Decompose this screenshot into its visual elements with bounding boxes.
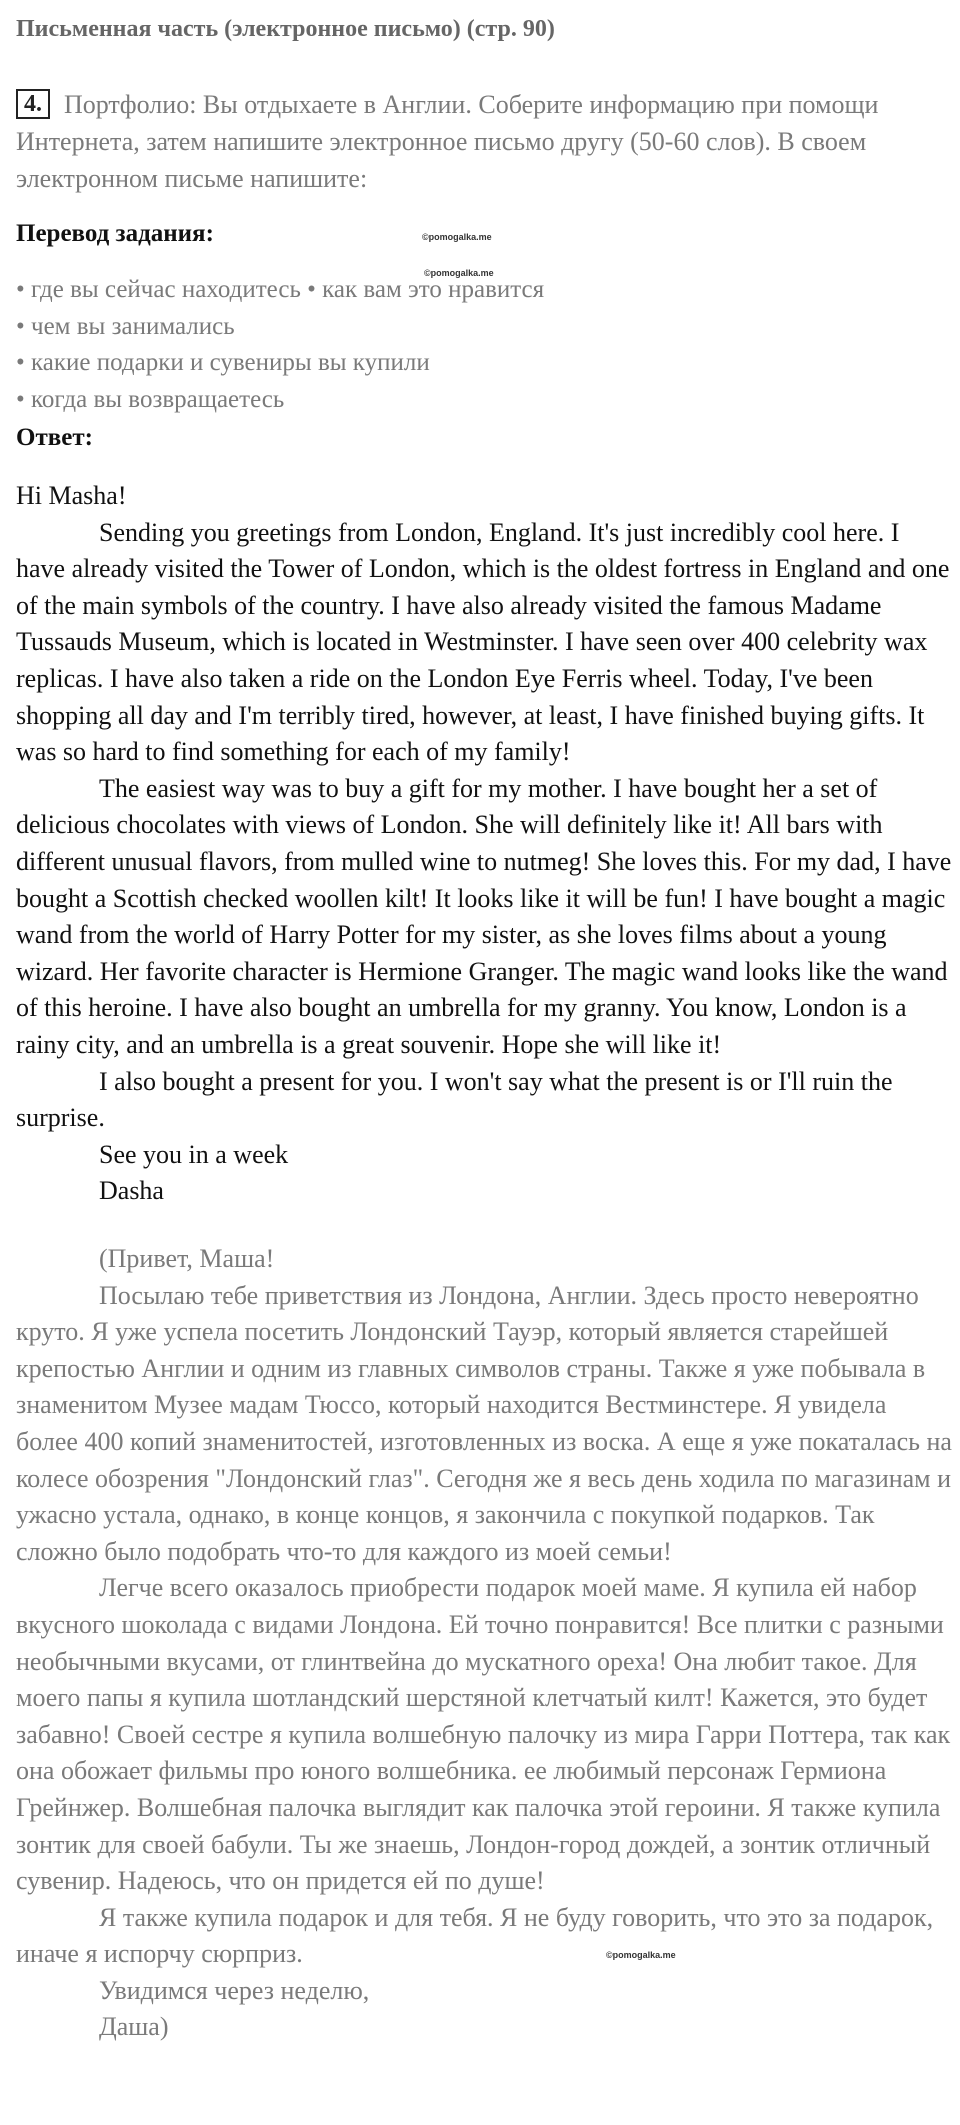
letter-paragraph: Sending you greetings from London, England. It's just incredibly cool here. I have already visited the Tower of London, which is the oldest fortress in England and one of the main symbols of the country. I have also already visited the famous Madame Tussauds Museum, which is located in Westminster. I have seen over 400 celebrity wax replicas. I have also taken a ride on the London Eye Ferris wheel. Today, I've been shopping all day and I'm terribly tired, however, at least, I have finished buying gifts. It was so hard to find something for each of my family! <box>16 517 950 767</box>
letter-paragraph: I also bought a present for you. I won't say what the present is or I'll ruin the surprise. <box>16 1066 893 1133</box>
bullet-item: • какие подарки и сувениры вы купили <box>16 349 430 376</box>
watermark: ©pomogalka.me <box>606 1950 676 1960</box>
letter-signature: Dasha <box>99 1176 164 1206</box>
russian-translation <box>16 1241 952 2046</box>
translation-label: Перевод задания: <box>16 220 214 247</box>
task-bullets <box>16 272 544 418</box>
watermark: ©pomogalka.me <box>424 268 494 278</box>
task-block <box>16 86 946 197</box>
bullet-item: • когда вы возвращаетесь <box>16 385 285 413</box>
bullet-item: • чем вы занимались <box>16 312 235 340</box>
translation-greeting: (Привет, Маша! <box>99 1244 275 1273</box>
translation-paragraph: Посылаю тебе приветствия из Лондона, Англии. Здесь просто невероятно круто. Я уже успела посетить Лондонский Тауэр, который является старейшей крепостью Англии и одним из главных символов страны. Также я уже побывала в знаменитом Музее мадам Тюссо, который находится Вестминстере. Я увидела более 400 копий знаменитостей, изготовленных из воска. А еще я уже покаталась на колесе обозрения "Лондонский глаз". Сегодня же я весь день ходила по магазинам и ужасно устала, однако, в конце концов, я закончила с покупкой подарков. Так сложно было подобрать что-то для каждого из моей семьи! <box>16 1280 952 1566</box>
section-heading: Письменная часть (электронное письмо) (стр. 90) <box>16 16 555 42</box>
letter-closing: See you in a week <box>99 1139 289 1169</box>
english-letter <box>16 478 952 1210</box>
letter-greeting: Hi Masha! <box>16 481 127 510</box>
task-number: 4. <box>16 89 50 119</box>
answer-label: Ответ: <box>16 424 93 451</box>
letter-paragraph: The easiest way was to buy a gift for my mother. I have bought her a set of delicious chocolates with views of London. She will definitely like it! All bars with different unusual flavors, from mulled wine to nutmeg! She loves this. For my dad, I have bought a Scottish checked woollen kilt! It looks like it will be fun! I have bought a magic wand from the world of Harry Potter for my sister, as she loves films about a young wizard. Her favorite character is Hermione Granger. The magic wand looks like the wand of this heroine. I have also bought an umbrella for my granny. You know, London is a rainy city, and an umbrella is a great souvenir. Hope she will like it! <box>16 773 952 1059</box>
translation-closing: Увидимся через неделю, <box>99 1975 370 2005</box>
watermark: ©pomogalka.me <box>422 232 492 242</box>
task-text: Портфолио: Вы отдыхаете в Англии. Соберите информацию при помощи Интернета, затем напишите электронное письмо другу (50-60 слов). В своем электронном письме напишите: <box>16 90 879 193</box>
translation-paragraph: Легче всего оказалось приобрести подарок моей маме. Я купила ей набор вкусного шоколада с видами Лондона. Ей точно понравится! Все плитки с разными необычными вкусами, от глинтвейна до мускатного ореха! Она любит такое. Для моего папы я купила шотландский шерстяной клетчатый килт! Кажется, это будет забавно! Своей сестре я купила волшебную палочку из мира Гарри Поттера, так как она обожает фильмы про юного волшебника. ее любимый персонаж Гермиона Грейнжер. Волшебная палочка выглядит как палочка этой героини. Я также купила зонтик для своей бабули. Ты же знаешь, Лондон-город дождей, а зонтик отличный сувенир. Надеюсь, что он придется ей по душе! <box>16 1573 951 1896</box>
bullet-item: • где вы сейчас находитесь • как вам это нравится <box>16 276 545 303</box>
translation-signature: Даша) <box>99 2012 169 2042</box>
translation-paragraph: Я также купила подарок и для тебя. Я не буду говорить, что это за подарок, иначе я испорчу сюрприз. <box>16 1902 934 1969</box>
